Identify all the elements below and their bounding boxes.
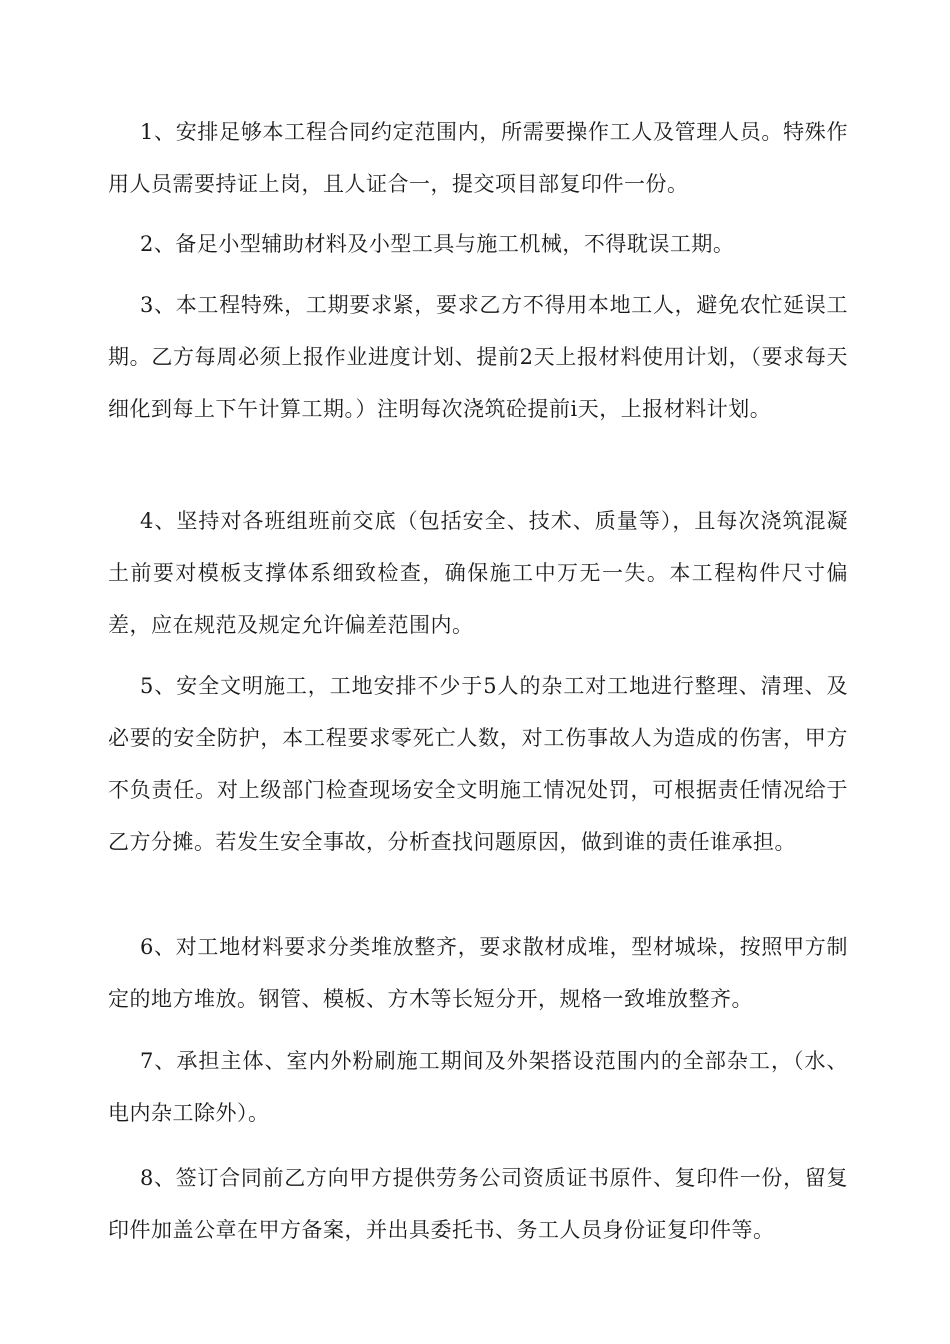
paragraph-6: 6、对工地材料要求分类堆放整齐，要求散材成堆，型材城垛，按照甲方制定的地方堆放。钢管、模板、方木等长短分开，规格一致堆放整齐。 bbox=[108, 935, 848, 1011]
paragraph-2: 2、备足小型辅助材料及小型工具与施工机械，不得耽误工期。 bbox=[140, 232, 735, 256]
paragraph-4: 4、坚持对各班组班前交底（包括安全、技术、质量等），且每次浇筑混凝土前要对模板支撑体系细致检查，确保施工中万无一失。本工程构件尺寸偏差，应在规范及规定允许偏差范围内。 bbox=[108, 509, 848, 637]
paragraph-7: 7、承担主体、室内外粉刷施工期间及外架搭设范围内的全部杂工，（水、电内杂工除外）。 bbox=[108, 1049, 848, 1125]
paragraph-8: 8、签订合同前乙方向甲方提供劳务公司资质证书原件、复印件一份，留复印件加盖公章在甲方备案，并出具委托书、务工人员身份证复印件等。 bbox=[108, 1166, 848, 1242]
paragraph-1: 1、安排足够本工程合同约定范围内，所需要操作工人及管理人员。特殊作用人员需要持证上岗，且人证合一，提交项目部复印件一份。 bbox=[108, 120, 848, 196]
paragraph-5: 5、安全文明施工，工地安排不少于5人的杂工对工地进行整理、清理、及必要的安全防护，本工程要求零死亡人数，对工伤事故人为造成的伤害，甲方不负责任。对上级部门检查现场安全文明施工情况处罚，可根据责任情况给于乙方分摊。若发生安全事故，分析查找问题原因，做到谁的责任谁承担。 bbox=[108, 674, 848, 854]
paragraph-3: 3、本工程特殊，工期要求紧，要求乙方不得用本地工人，避免农忙延误工期。乙方每周必须上报作业进度计划、提前2天上报材料使用计划，（要求每天细化到每上下午计算工期。）注明每次浇筑砼提前i天，上报材料计划。 bbox=[108, 293, 848, 421]
